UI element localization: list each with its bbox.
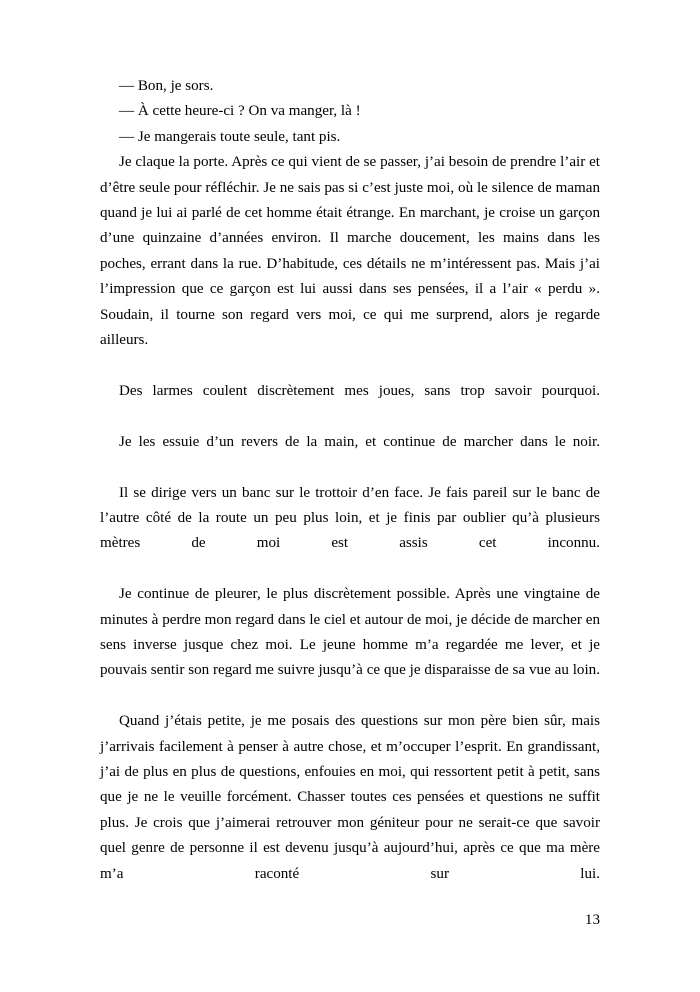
page-text-body [100, 74, 600, 912]
body-paragraph: Je continue de pleurer, le plus discrètement possible. Après une vingtaine de minutes à perdre mon regard dans le ciel et autour de moi, je décide de marcher en sens inverse jusque chez moi. Le jeune homme m’a regardée me lever, et je pouvais sentir son regard me suivre jusqu’à ce que je disparaisse de sa vue au loin. [100, 586, 600, 679]
body-paragraph: Des larmes coulent discrètement mes joues, sans trop savoir pourquoi. [119, 382, 600, 399]
dialogue-line: — Bon, je sors. [119, 78, 214, 94]
dialogue-line: — À cette heure-ci ? On va manger, là ! [119, 103, 361, 120]
body-paragraph: Quand j’étais petite, je me posais des questions sur mon père bien sûr, mais j’arrivais facilement à penser à autre chose, et m’occuper l’esprit. En grandissant, j’ai de plus en plus de questions, enfouies en moi, qui ressortent petit à petit, sans que je ne le veuille forcément. Chasser toutes ces pensées et questions ne suffit plus. Je crois que j’aimerai retrouver mon géniteur pour ne serait-ce que savoir quel genre de personne il est devenu jusqu’à aujourd’hui, après ce que ma mère m’a raconté sur lui. [100, 713, 600, 882]
page-number: 13 [584, 912, 600, 928]
body-paragraph: Je claque la porte. Après ce qui vient de se passer, j’ai besoin de prendre l’air et d’être seule pour réfléchir. Je ne sais pas si c’est juste moi, où le silence de maman quand je lui ai parlé de cet homme était étrange. En marchant, je croise un garçon d’une quinzaine d’années environ. Il marche doucement, les mains dans les poches, errant dans la rue. D’habitude, ces détails ne m’intéressent pas. Mais j’ai l’impression que ce garçon est lui aussi dans ses pensées, il a l’air « perdu ». Soudain, il tourne son regard vers moi, ce qui me surprend, alors je regarde ailleurs. [100, 154, 600, 349]
body-paragraph: Il se dirige vers un banc sur le trottoir d’en face. Je fais pareil sur le banc de l’autre côté de la route un peu plus loin, et je finis par oublier qu’à plusieurs mètres de moi est assis cet inconnu. [100, 484, 600, 552]
dialogue-line: — Je mangerais toute seule, tant pis. [119, 128, 341, 145]
body-paragraph: Je les essuie d’un revers de la main, et continue de marcher dans le noir. [119, 433, 600, 450]
